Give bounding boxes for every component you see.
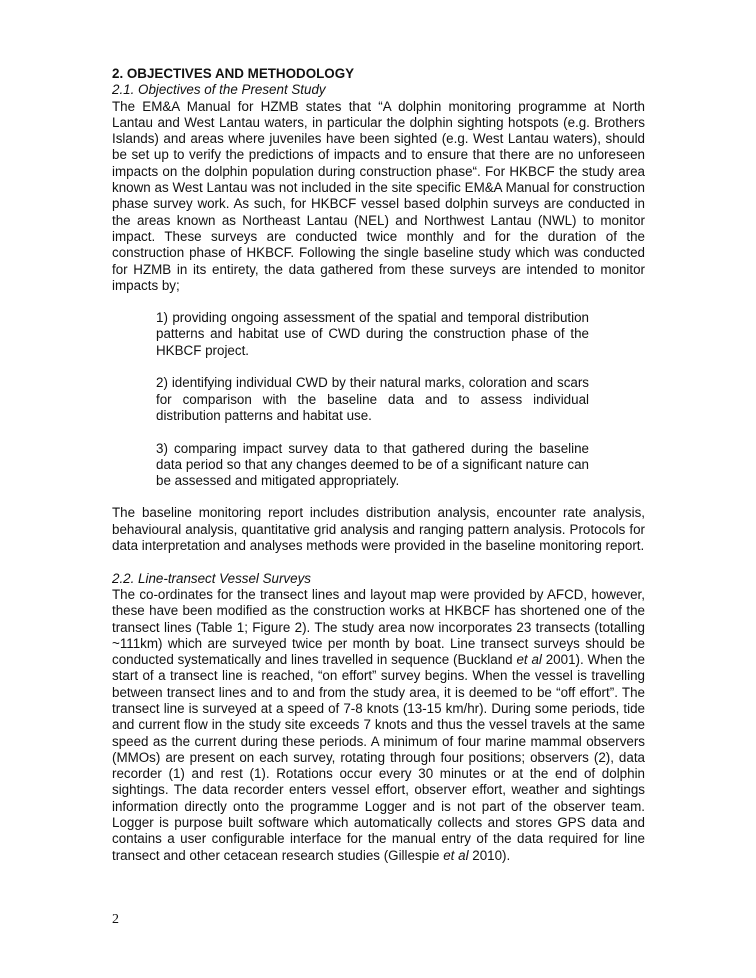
surveys-paragraph bbox=[112, 587, 645, 864]
list-item: 2) identifying individual CWD by their natural marks, coloration and scars for comparison with the baseline data and to assess individual distribution patterns and habitat use. bbox=[156, 375, 589, 423]
surveys-text-part-1: The co-ordinates for the transect lines and layout map were provided by AFCD, however, these have been modified as the construction works at HKBCF has shortened one of the transect lines (Table 1; Figure 2). The study area now incorporates 23 transects (totalling ~111km) which are surveyed twice per month by boat. Line transect surveys should be conducted systematically and lines travelled in sequence (Buckland bbox=[112, 586, 645, 668]
surveys-text-part-3: 2010). bbox=[468, 847, 511, 863]
objectives-list bbox=[156, 310, 589, 489]
citation-et-al-2: et al bbox=[443, 847, 469, 863]
subsection-title-objectives: 2.1. Objectives of the Present Study bbox=[112, 82, 326, 98]
section-heading: 2. OBJECTIVES AND METHODOLOGY bbox=[112, 66, 355, 81]
document-page bbox=[112, 66, 645, 864]
subsection-title-surveys: 2.2. Line-transect Vessel Surveys bbox=[112, 570, 311, 586]
surveys-text-part-2: 2001). When the start of a transect line is reached, “on effort” survey begins. When the vessel is travelling between transect lines and to and from the study area, it is deemed to be “off effort”. The transect line is surveyed at a speed of 7-8 knots (13-15 km/hr). During some periods, tide and current flow in the study site exceeds 7 knots and thus the vessel travels at the same speed as the current during these periods. A minimum of four marine mammal observers (MMOs) are present on each survey, rotating through four positions; observers (2), data recorder (1) and rest (1). Rotations occur every 30 minutes or at the end of dolphin sightings. The data recorder enters vessel effort, observer effort, weather and sightings information directly onto the programme Logger and is not part of the observer team. Logger is purpose built software which automatically collects and stores GPS data and contains a user configurable interface for the manual entry of the data required for line transect and other cetacean research studies (Gillespie bbox=[112, 652, 645, 863]
objectives-closing-paragraph: The baseline monitoring report includes distribution analysis, encounter rate analysis, behavioural analysis, quantitative grid analysis and ranging pattern analysis. Protocols for data interpretation and analyses methods were provided in the baseline monitoring report. bbox=[112, 505, 645, 554]
list-item: 1) providing ongoing assessment of the spatial and temporal distribution patterns and habitat use of CWD during the construction phase of the HKBCF project. bbox=[156, 310, 589, 358]
list-item: 3) comparing impact survey data to that gathered during the baseline data period so that any changes deemed to be of a significant nature can be assessed and mitigated appropriately. bbox=[156, 440, 589, 489]
page-number: 2 bbox=[112, 912, 119, 927]
objectives-intro-paragraph: The EM&A Manual for HZMB states that “A dolphin monitoring programme at North Lantau and West Lantau waters, in particular the dolphin sighting hotspots (e.g. Brothers Islands) and areas where juveniles have been sighted (e.g. West Lantau waters), should be set up to verify the predictions of impacts and to ensure that there are no unforeseen impacts on the dolphin population during construction phase“. For HKBCF the study area known as West Lantau was not included in the site specific EM&A Manual for construction phase survey work. As such, for HKBCF vessel based dolphin surveys are conducted in the areas known as Northeast Lantau (NEL) and Northwest Lantau (NWL) to monitor impact. These surveys are conducted twice monthly and for the duration of the construction phase of HKBCF. Following the single baseline study which was conducted for HZMB in its entirety, the data gathered from these surveys are intended to monitor impacts by; bbox=[112, 98, 645, 293]
citation-et-al-1: et al bbox=[516, 652, 542, 668]
